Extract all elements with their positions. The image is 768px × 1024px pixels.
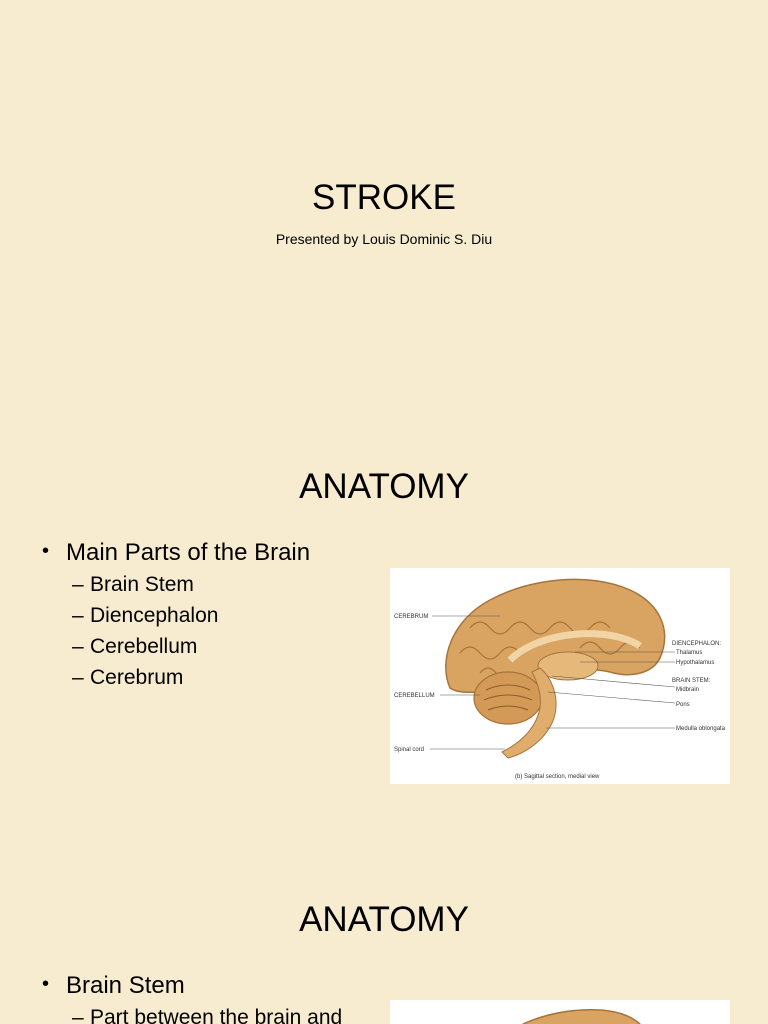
- bullet-dot-icon: •: [42, 540, 50, 562]
- slide-title-heading: STROKE: [312, 178, 456, 217]
- bullet-main-parts: [42, 539, 310, 567]
- slide-title: [0, 0, 768, 340]
- subitem-brain-stem-desc: [72, 1006, 342, 1024]
- subitem-text: Diencephalon: [90, 604, 219, 627]
- label-thalamus: Thalamus: [676, 650, 703, 656]
- cerebellum-shape: [474, 672, 542, 724]
- subitem-cerebellum: [72, 635, 197, 659]
- subitem-text: Brain Stem: [90, 573, 194, 596]
- label-midbrain: Midbrain: [676, 687, 700, 693]
- slide-anatomy-2-heading: ANATOMY: [299, 900, 469, 939]
- bullet-main-parts-text: Main Parts of the Brain: [66, 539, 311, 566]
- dash-icon: –: [72, 666, 84, 689]
- brain-illustration: [390, 568, 730, 784]
- brain-sagittal-figure: [390, 568, 730, 784]
- label-cerebrum: CEREBRUM: [394, 614, 429, 620]
- label-diencephalon: DIENCEPHALON:: [672, 641, 722, 647]
- subitem-text: Cerebellum: [90, 635, 198, 658]
- label-brain-stem: BRAIN STEM:: [672, 678, 711, 684]
- slide-anatomy-brain-stem: [0, 820, 768, 1024]
- slide-anatomy: [0, 340, 768, 820]
- brain-illustration-partial: [390, 1000, 730, 1024]
- label-medulla: Medulla oblongata: [676, 726, 726, 732]
- subitem-brain-stem: [72, 573, 194, 597]
- label-pons: Pons: [676, 702, 690, 708]
- dash-icon: –: [72, 635, 84, 658]
- label-spinal-cord: Spinal cord: [394, 747, 425, 753]
- cerebrum-shape-partial: [500, 1010, 650, 1024]
- figure-caption: (b) Sagittal section, medial view: [515, 774, 600, 780]
- slide-anatomy-heading: ANATOMY: [299, 467, 469, 506]
- subitem-text: Cerebrum: [90, 666, 184, 689]
- dash-icon: –: [72, 604, 84, 627]
- label-cerebellum: CEREBELLUM: [394, 693, 435, 699]
- bullet-brain-stem: [42, 972, 185, 1000]
- brain-figure-partial: [390, 1000, 730, 1024]
- slide-subtitle: Presented by Louis Dominic S. Diu: [275, 231, 493, 247]
- subitem-text: Part between the brain and: [90, 1006, 343, 1024]
- label-hypothalamus: Hypothalamus: [676, 660, 715, 666]
- subitem-diencephalon: [72, 604, 218, 628]
- subitem-cerebrum: [72, 666, 183, 690]
- bullet-dot-icon: •: [42, 973, 50, 995]
- dash-icon: –: [72, 573, 84, 596]
- dash-icon: –: [72, 1006, 84, 1024]
- bullet-brain-stem-text: Brain Stem: [66, 972, 185, 999]
